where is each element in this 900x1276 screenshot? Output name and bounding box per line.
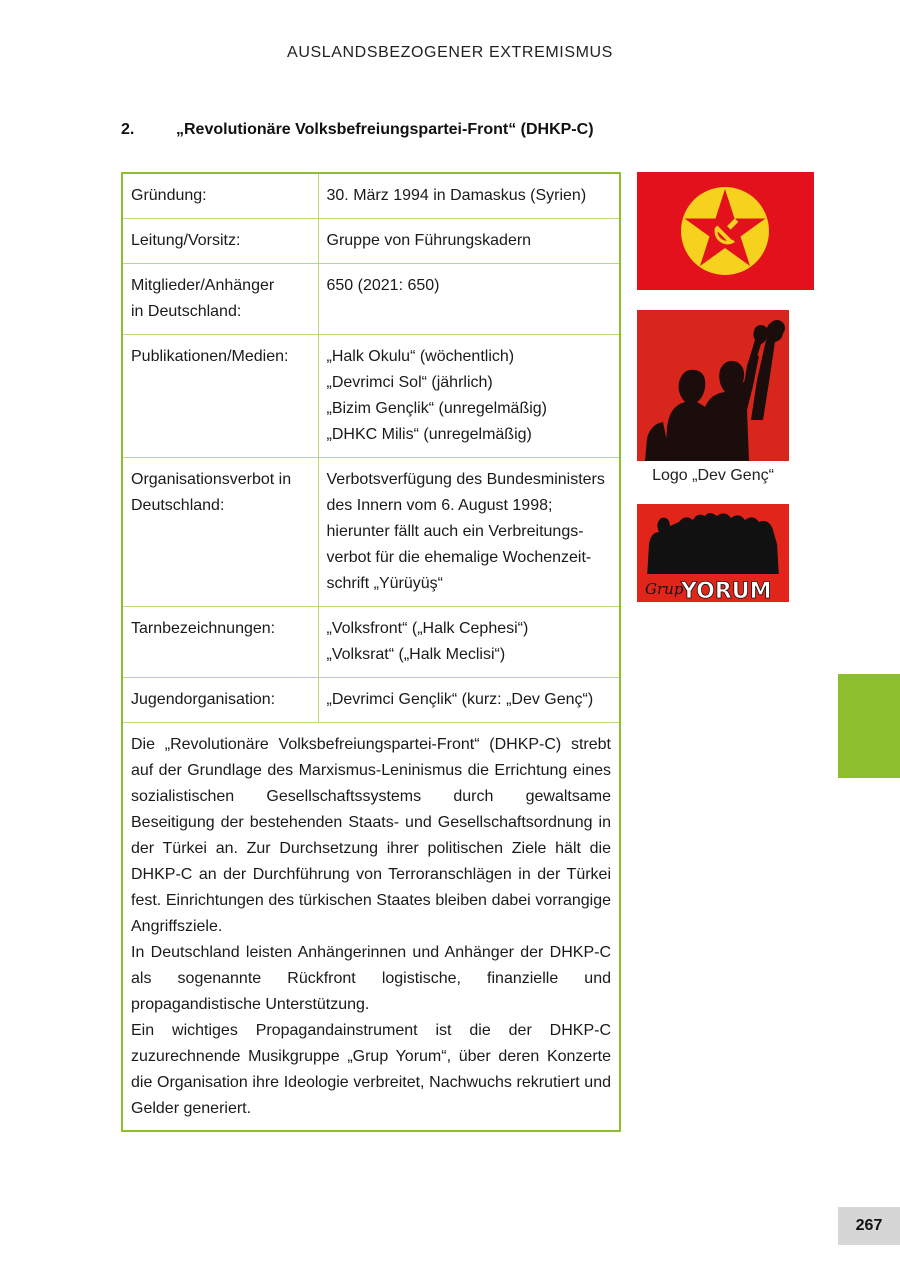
fact-label-line: Gründung:: [131, 187, 207, 204]
fact-value-line: Gruppe von Führungskadern: [326, 232, 532, 249]
fact-value-line: „DHKC Milis“ (unregelmäßig): [326, 426, 532, 443]
grup-yorum-logo-text-a: Grup: [645, 580, 684, 598]
fact-value: [318, 174, 619, 219]
fact-table: [123, 174, 619, 723]
fact-label: [123, 678, 318, 723]
fact-row: [123, 264, 619, 335]
fact-label-line: Organisationsverbot in: [131, 471, 292, 488]
fact-value-line: verbot für die ehemalige Wochenzeit-: [326, 549, 592, 566]
fact-label: [123, 219, 318, 264]
fact-label: [123, 174, 318, 219]
fact-value: [318, 219, 619, 264]
fact-value-line: „Volksfront“ („Halk Cephesi“): [326, 620, 529, 637]
fact-value-line: 650 (2021: 650): [326, 277, 440, 294]
fact-value-line: „Devrimci Gençlik“ (kurz: „Dev Genç“): [326, 691, 594, 708]
star-hammer-sickle-icon: [637, 172, 814, 290]
fact-value-line: Verbotsverfügung des Bundesministers: [326, 471, 605, 488]
description-paragraph: In Deutschland leisten Anhängerinnen und Anhänger der DHKP-C als sogenannte Rückfront logistische, finanzielle und propagandistische Unterstützung.: [131, 944, 611, 1013]
running-head: AUSLANDSBEZOGENER EXTREMISMUS: [287, 44, 613, 61]
page-number: 267: [838, 1207, 900, 1245]
fact-label: [123, 264, 318, 335]
description-paragraph: Ein wichtiges Propagandainstrument ist die der DHKP-C zuzurechnende Musikgruppe „Grup Yorum“, über deren Konzerte die Organisation ihre Ideologie verbreitet, Nachwuchs rekrutiert und Gelder generiert.: [131, 1022, 611, 1117]
fact-label-line: Mitglieder/Anhänger: [131, 277, 275, 294]
fact-value: [318, 335, 619, 458]
fact-box: [121, 172, 621, 1132]
fact-row: [123, 174, 619, 219]
fact-label-line: in Deutschland:: [131, 303, 242, 320]
section-heading: [121, 121, 594, 139]
grup-yorum-logo-image: [637, 504, 789, 602]
chapter-tab-marker: [838, 674, 900, 778]
fact-value-line: 30. März 1994 in Damaskus (Syrien): [326, 187, 587, 204]
fact-label-line: Publikationen/Medien:: [131, 348, 289, 365]
fact-value: [318, 678, 619, 723]
fact-value: [318, 458, 619, 607]
fact-value-line: „Halk Okulu“ (wöchentlich): [326, 348, 515, 365]
fact-label: [123, 458, 318, 607]
grup-yorum-logo-text-b: YORUM: [681, 579, 772, 602]
fact-value-line: „Bizim Gençlik“ (unregelmäßig): [326, 400, 547, 417]
fact-label-line: Leitung/Vorsitz:: [131, 232, 241, 249]
fact-label: [123, 607, 318, 678]
fact-box-description: [123, 723, 619, 1130]
fact-label-line: Tarnbezeichnungen:: [131, 620, 276, 637]
fact-label: [123, 335, 318, 458]
fact-row: [123, 458, 619, 607]
fact-row: [123, 607, 619, 678]
fact-value-line: schrift „Yürüyüş“: [326, 575, 443, 592]
description-paragraph: Die „Revolutionäre Volksbefreiungspartei-Front“ (DHKP-C) strebt auf der Grundlage des Marxismus-Leninismus die Errichtung eines sozialistischen Gesellschaftssystems durch gewaltsame Beseitigung der bestehenden Staats- und Gesellschaftsordnung in der Türkei an. Zur Durchsetzung ihrer politischen Ziele hält die DHKP-C an der Durchführung von Terroranschlägen in der Türkei fest. Einrichtungen des türkischen Staates bleiben dabei vorrangige Angriffsziele.: [131, 736, 611, 935]
grup-yorum-silhouette-icon: [637, 504, 789, 602]
dev-genc-logo-caption: Logo „Dev Genç“: [652, 467, 774, 484]
fact-row: [123, 335, 619, 458]
fact-value: [318, 607, 619, 678]
fact-value: [318, 264, 619, 335]
fact-label-line: Jugendorganisation:: [131, 691, 276, 708]
raised-fists-icon: [637, 310, 789, 461]
section-number: 2.: [121, 121, 135, 138]
fact-value-line: „Volksrat“ („Halk Meclisi“): [326, 646, 506, 663]
fact-row: [123, 219, 619, 264]
section-title: „Revolutionäre Volksbefreiungspartei-Front“ (DHKP-C): [176, 121, 594, 138]
dhkp-c-flag-image: [637, 172, 814, 290]
fact-value-line: des Innern vom 6. August 1998;: [326, 497, 553, 514]
dev-genc-logo-image: [637, 310, 789, 461]
fact-row: [123, 678, 619, 723]
fact-value-line: hierunter fällt auch ein Verbreitungs-: [326, 523, 584, 540]
fact-label-line: Deutschland:: [131, 497, 225, 514]
fact-value-line: „Devrimci Sol“ (jährlich): [326, 374, 493, 391]
